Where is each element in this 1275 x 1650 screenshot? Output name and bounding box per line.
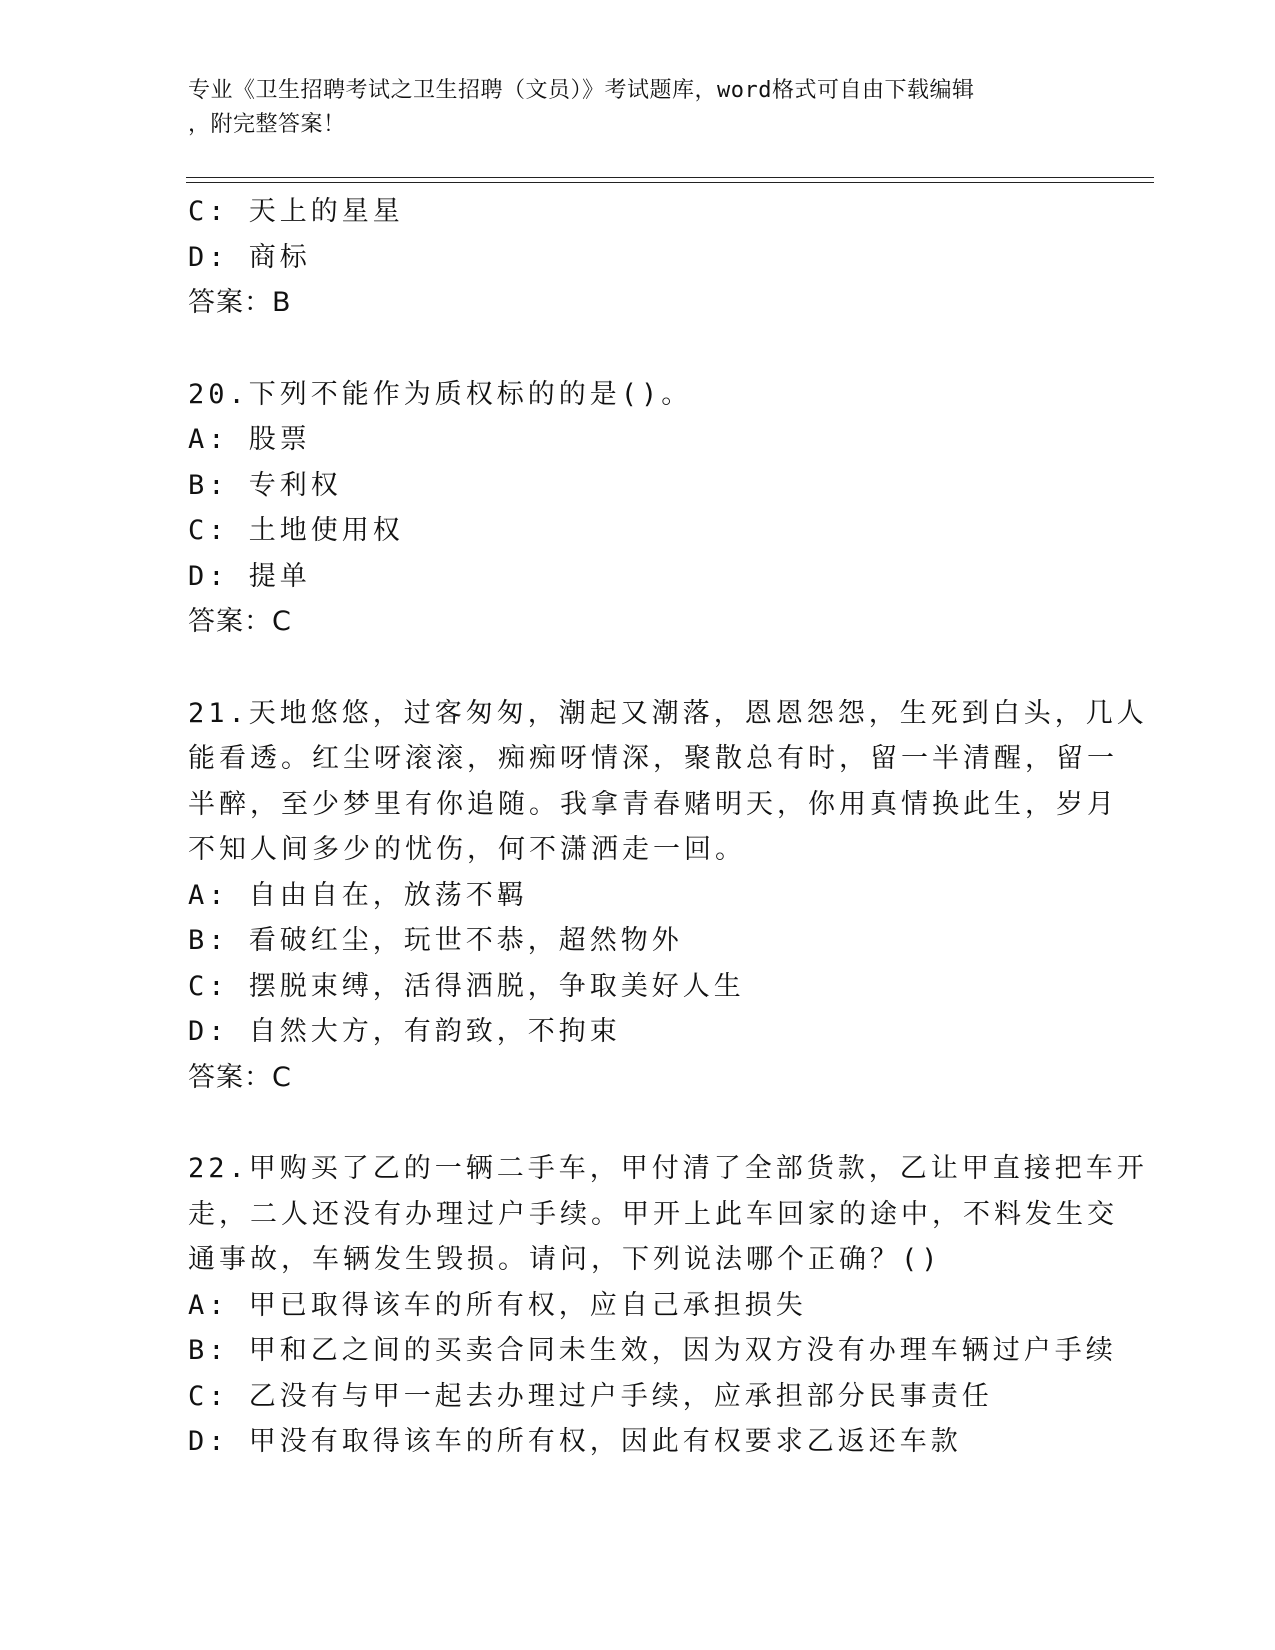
answer-line: 答案：B (188, 287, 292, 318)
question-19-tail (188, 189, 1088, 326)
question-20 (188, 372, 1088, 645)
spacer (188, 645, 1088, 691)
header-divider-top (186, 177, 1154, 178)
question-text-line-2: 走，二人还没有办理过户手续。甲开上此车回家的途中，不料发生交 (188, 1198, 1118, 1230)
header-divider-bottom (186, 182, 1154, 183)
option-d: D: 自然大方，有韵致，不拘束 (188, 1016, 621, 1047)
question-text-line-3: 半醉，至少梦里有你追随。我拿青春赌明天，你用真情换此生，岁月 (188, 788, 1118, 820)
option-a: A: 股票 (188, 424, 311, 455)
header-line-2: ，附完整答案！ (188, 112, 346, 137)
option-d: D: 甲没有取得该车的所有权，因此有权要求乙返还车款 (188, 1426, 962, 1457)
question-text-line-1: 21.天地悠悠，过客匆匆，潮起又潮落，恩恩怨怨，生死到白头，几人 (188, 697, 1148, 729)
header-line-1: 专业《卫生招聘考试之卫生招聘（文员）》考试题库，word格式可自由下载编辑 (188, 78, 975, 103)
option-c: C: 摆脱束缚，活得洒脱，争取美好人生 (188, 970, 745, 1002)
option-b: B: 甲和乙之间的买卖合同未生效，因为双方没有办理车辆过户手续 (188, 1335, 1117, 1366)
option-b: B: 专利权 (188, 469, 342, 501)
option-b: B: 看破红尘，玩世不恭，超然物外 (188, 925, 683, 956)
document-body (188, 189, 1148, 1465)
question-22 (188, 1146, 1148, 1465)
answer-line: 答案：C (188, 1061, 292, 1093)
option-d: D: 提单 (188, 560, 311, 592)
option-c: C: 土地使用权 (188, 515, 404, 546)
option-a: A: 自由自在，放荡不羁 (188, 879, 528, 911)
spacer (188, 1100, 1088, 1146)
question-text: 20.下列不能作为质权标的的是()。 (188, 378, 693, 410)
option-c: C: 天上的星星 (188, 196, 404, 227)
question-text-line-3: 通事故，车辆发生毁损。请问，下列说法哪个正确？() (188, 1244, 942, 1275)
spacer (188, 326, 1088, 372)
answer-line: 答案：C (188, 606, 292, 637)
question-text-line-4: 不知人间多少的忧伤，何不潇洒走一回。 (188, 834, 746, 865)
option-c: C: 乙没有与甲一起去办理过户手续，应承担部分民事责任 (188, 1380, 993, 1412)
option-d: D: 商标 (188, 241, 311, 273)
question-21 (188, 691, 1148, 1101)
option-a: A: 甲已取得该车的所有权，应自己承担损失 (188, 1289, 807, 1321)
document-header (188, 74, 1088, 142)
question-text-line-1: 22.甲购买了乙的一辆二手车，甲付清了全部货款，乙让甲直接把车开 (188, 1153, 1148, 1184)
question-text-line-2: 能看透。红尘呀滚滚，痴痴呀情深，聚散总有时，留一半清醒，留一 (188, 743, 1118, 774)
